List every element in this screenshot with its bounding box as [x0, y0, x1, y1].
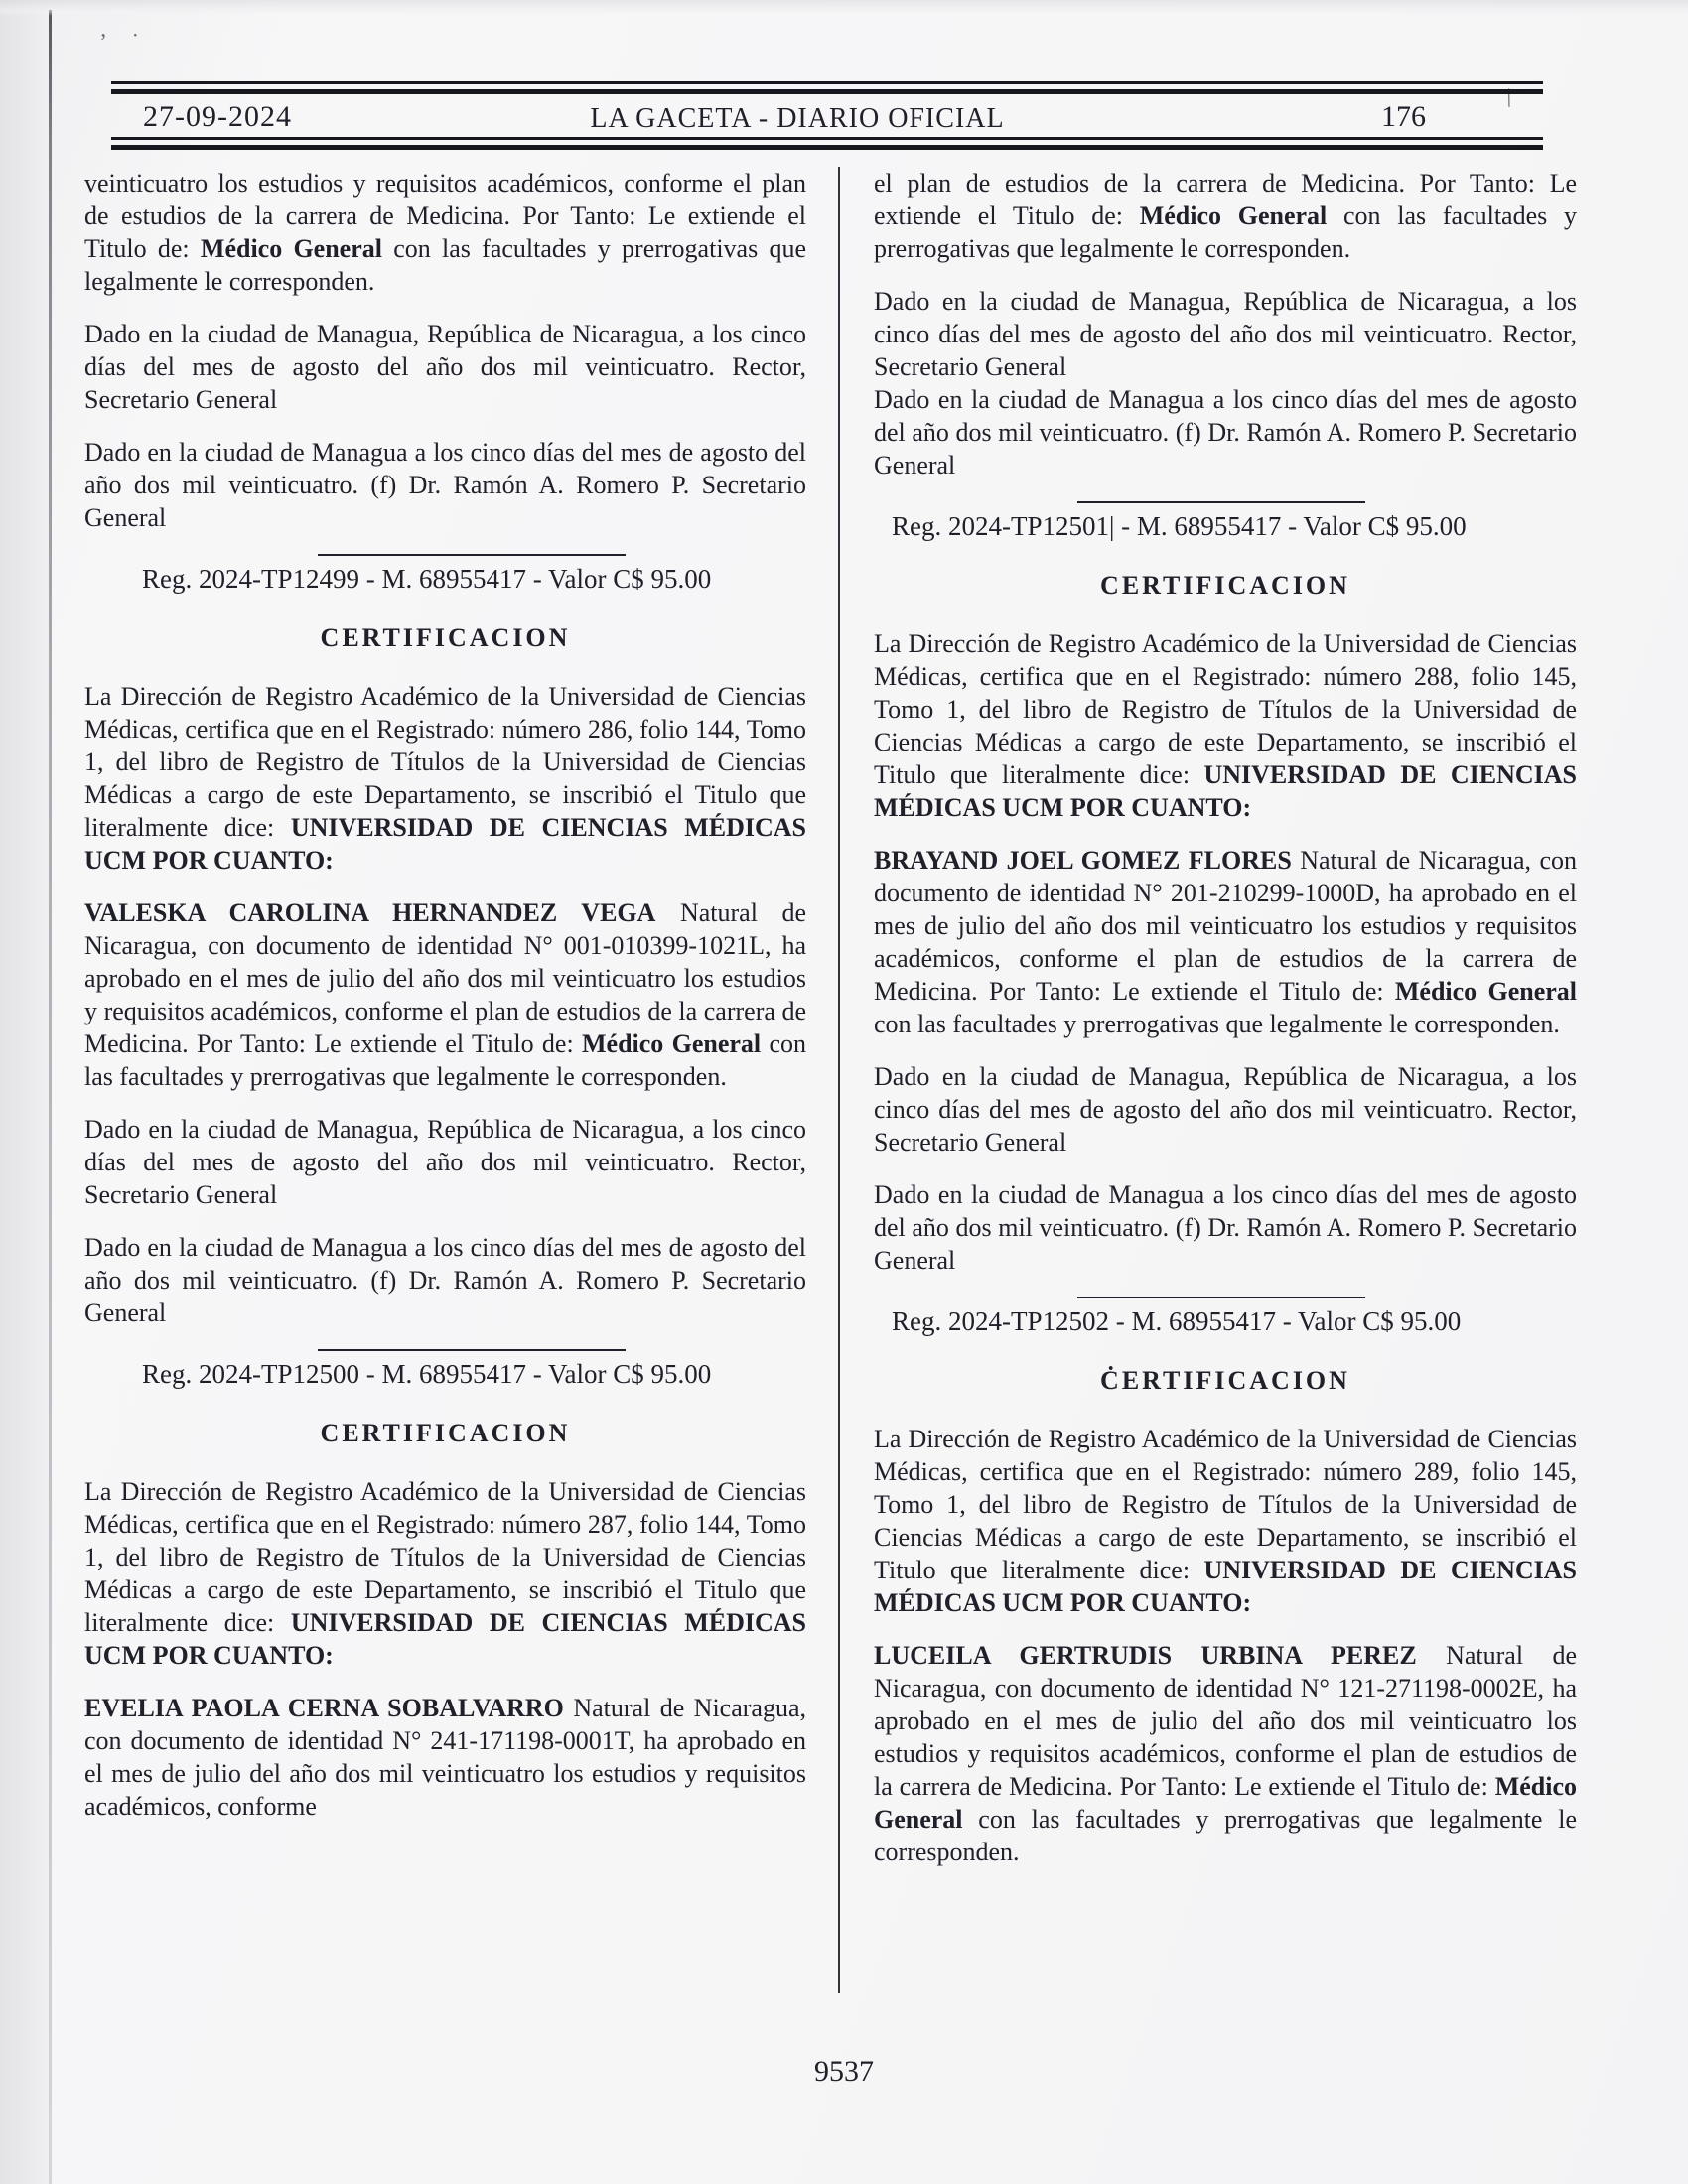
- text-run: Dado en la ciudad de Managua, República de Nicaragua, a los cinco días del mes de agosto del año dos mil veinticuatro. Rector, Secretario General: [874, 287, 1577, 381]
- paragraph: [84, 1113, 806, 1211]
- separator-rule: [1077, 1297, 1365, 1298]
- registration-block: [874, 501, 1577, 543]
- registration-line: Reg. 2024-TP12501| - M. 68955417 - Valor C$ 95.00: [892, 511, 1467, 541]
- text-run: Natural de Nicaragua, con documento de identidad N° 001-010399-1021L, ha aprobado en el mes de julio del año dos mil veinticuatro los estudios y requisitos académicos, conforme el plan de estudios de la carrera de Medicina. Por Tanto: Le extiende el Titulo de:: [84, 898, 806, 1058]
- text-run: Natural de Nicaragua, con documento de identidad N° 241-171198-0001T, ha aprobado en el mes de julio del año dos mil veinticuatro los estudios y requisitos académicos, conforme: [84, 1694, 806, 1821]
- top-edge-shading: [0, 0, 1688, 16]
- separator-rule: [318, 554, 626, 556]
- text-run: Dado en la ciudad de Managua a los cinco días del mes de agosto del año dos mil veinticuatro. (f) Dr. Ramón A. Romero P. Secretario General: [874, 385, 1577, 479]
- certification-heading: CERTIFICACION: [320, 1419, 571, 1447]
- text-run: La Dirección de Registro Académico de la Universidad de Ciencias Médicas, certifica que en el Registrado: número 287, folio 144, Tomo 1, del libro de Registro de Títulos de la Universidad de Ciencias Médicas a cargo de este Departamento, se inscribió el Titulo que literalmente dice:: [84, 1477, 806, 1637]
- paragraph: [84, 1231, 806, 1329]
- bold-text-run: Médico General: [1139, 202, 1328, 230]
- text-run: con las facultades y prerrogativas que legalmente le corresponden.: [874, 202, 1577, 263]
- paragraph: [874, 1423, 1577, 1619]
- text-run: con las facultades y prerrogativas que legalmente le corresponden.: [874, 1010, 1560, 1038]
- certification-heading: CERTIFICACION: [1100, 571, 1350, 600]
- bold-text-run: LUCEILA GERTRUDIS URBINA PEREZ: [874, 1641, 1417, 1670]
- paragraph: [874, 167, 1577, 265]
- paragraph: [874, 1639, 1577, 1868]
- bold-text-run: UNIVERSIDAD DE CIENCIAS MÉDICAS UCM POR CUANTO:: [874, 1556, 1577, 1617]
- paragraph: [874, 844, 1577, 1040]
- bold-text-run: Médico General: [200, 234, 382, 263]
- left-edge-shading: [0, 0, 49, 2184]
- text-run: Dado en la ciudad de Managua a los cinco días del mes de agosto del año dos mil veinticuatro. (f) Dr. Ramón A. Romero P. Secretario General: [84, 438, 806, 532]
- paragraph: [84, 680, 806, 877]
- text-run: La Dirección de Registro Académico de la Universidad de Ciencias Médicas, certifica que en el Registrado: número 289, folio 145, Tomo 1, del libro de Registro de Títulos de la Universidad de Ciencias Médicas a cargo de este Departamento, se inscribió el Titulo que literalmente dice:: [874, 1425, 1577, 1584]
- bold-text-run: Médico General: [582, 1029, 762, 1058]
- right-column: [874, 167, 1577, 1993]
- paragraph: [874, 285, 1577, 481]
- registration-line: Reg. 2024-TP12502 - M. 68955417 - Valor C$ 95.00: [892, 1306, 1462, 1336]
- left-column: [84, 167, 806, 1993]
- text-run: veinticuatro los estudios y requisitos académicos, conforme el plan de estudios de la carrera de Medicina. Por Tanto: Le extiende el Titulo de:: [84, 169, 806, 263]
- text-run: con las facultades y prerrogativas que legalmente le corresponden.: [874, 1805, 1577, 1866]
- paragraph: [874, 627, 1577, 824]
- separator-rule: [1077, 501, 1365, 503]
- bold-text-run: Médico General: [874, 1772, 1577, 1834]
- masthead-row: [111, 96, 1543, 136]
- registration-line: Reg. 2024-TP12500 - M. 68955417 - Valor C$ 95.00: [142, 1359, 712, 1389]
- footer-page-number: 9537: [814, 2055, 874, 2088]
- two-column-body: [84, 167, 1577, 1993]
- issue-date: 27-09-2024: [143, 100, 292, 133]
- text-run: La Dirección de Registro Académico de la Universidad de Ciencias Médicas, certifica que en el Registrado: número 286, folio 144, Tomo 1, del libro de Registro de Títulos de la Universidad de Ciencias Médicas a cargo de este Departamento, se inscribió el Titulo que literalmente dice:: [84, 682, 806, 842]
- column-divider-rule: [838, 167, 840, 1993]
- registration-block: [84, 1349, 806, 1391]
- paragraph: [84, 436, 806, 534]
- paragraph: [84, 318, 806, 416]
- text-run: el plan de estudios de la carrera de Medicina. Por Tanto: Le extiende el Titulo de:: [874, 169, 1577, 230]
- scan-artifact-mark: ’ ˙: [99, 30, 150, 56]
- header-page-number: 176: [1381, 100, 1426, 133]
- text-run: Dado en la ciudad de Managua a los cinco días del mes de agosto del año dos mil veinticuatro. (f) Dr. Ramón A. Romero P. Secretario General: [84, 1233, 806, 1327]
- bold-text-run: UNIVERSIDAD DE CIENCIAS MÉDICAS UCM POR CUANTO:: [84, 813, 807, 875]
- bold-text-run: EVELIA PAOLA CERNA SOBALVARRO: [84, 1694, 564, 1722]
- text-run: Dado en la ciudad de Managua, República de Nicaragua, a los cinco días del mes de agosto del año dos mil veinticuatro. Rector, Secretario General: [84, 1115, 806, 1209]
- text-run: con las facultades y prerrogativas que legalmente le corresponden.: [84, 1029, 806, 1091]
- bottom-double-rule: [111, 137, 1543, 150]
- text-run: Dado en la ciudad de Managua, República de Nicaragua, a los cinco días del mes de agosto del año dos mil veinticuatro. Rector, Secretario General: [84, 320, 806, 414]
- certification-heading: ĊERTIFICACION: [1100, 1366, 1350, 1395]
- paragraph: [84, 896, 806, 1093]
- bold-text-run: UNIVERSIDAD DE CIENCIAS MÉDICAS UCM POR CUANTO:: [874, 760, 1577, 822]
- registration-block: [874, 1297, 1577, 1338]
- text-run: Dado en la ciudad de Managua, República de Nicaragua, a los cinco días del mes de agosto del año dos mil veinticuatro. Rector, Secretario General: [874, 1062, 1577, 1157]
- certification-heading: CERTIFICACION: [320, 623, 571, 652]
- masthead: [111, 81, 1543, 150]
- paragraph: [874, 1060, 1577, 1159]
- top-double-rule: [111, 81, 1543, 94]
- registration-line: Reg. 2024-TP12499 - M. 68955417 - Valor C$ 95.00: [142, 564, 712, 594]
- paragraph: [84, 167, 806, 298]
- text-run: La Dirección de Registro Académico de la Universidad de Ciencias Médicas, certifica que en el Registrado: número 288, folio 145, Tomo 1, del libro de Registro de Títulos de la Universidad de Ciencias Médicas a cargo de este Departamento, se inscribió el Titulo que literalmente dice:: [874, 629, 1577, 789]
- paragraph: [874, 1178, 1577, 1277]
- separator-rule: [318, 1349, 626, 1351]
- page-fold-line: [49, 10, 52, 2184]
- text-run: Natural de Nicaragua, con documento de identidad N° 121-271198-0002E, ha aprobado en el mes de julio del año dos mil veinticuatro los estudios y requisitos académicos, conforme el plan de estudios de la carrera de Medicina. Por Tanto: Le extiende el Titulo de:: [874, 1641, 1577, 1801]
- bold-text-run: UNIVERSIDAD DE CIENCIAS MÉDICAS UCM POR CUANTO:: [84, 1608, 807, 1670]
- text-run: Natural de Nicaragua, con documento de identidad N° 201-210299-1000D, ha aprobado en el mes de julio del año dos mil veinticuatro los estudios y requisitos académicos, conforme el plan de estudios de la carrera de Medicina. Por Tanto: Le extiende el Titulo de:: [874, 846, 1577, 1006]
- bold-text-run: BRAYAND JOEL GOMEZ FLORES: [874, 846, 1292, 875]
- text-run: con las facultades y prerrogativas que legalmente le corresponden.: [84, 234, 806, 296]
- bold-text-run: Médico General: [1394, 977, 1577, 1006]
- registration-block: [84, 554, 806, 596]
- text-run: Dado en la ciudad de Managua a los cinco días del mes de agosto del año dos mil veinticuatro. (f) Dr. Ramón A. Romero P. Secretario General: [874, 1180, 1577, 1275]
- scan-artifact-mark: \: [1500, 82, 1517, 113]
- paragraph: [84, 1692, 806, 1823]
- gazette-title: LA GACETA - DIARIO OFICIAL: [590, 103, 1005, 134]
- bold-text-run: VALESKA CAROLINA HERNANDEZ VEGA: [84, 898, 656, 927]
- paragraph: [84, 1475, 806, 1672]
